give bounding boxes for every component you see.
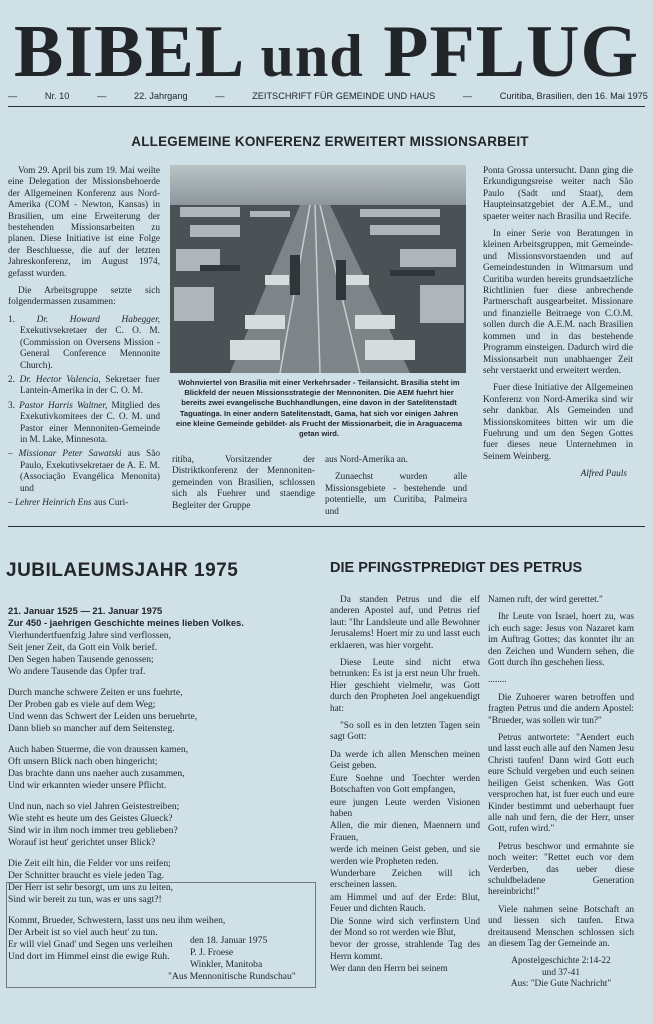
issue-line: — Nr. 10 — 22. Jahrgang — ZEITSCHRIFT FÜR GEMEINDE UND HAUS — Curitiba, Brasilien, den 16. Mai 1975 [8, 91, 648, 101]
pfingst-verse: Eure Soehne und Toechter werden Botschaften von Gott empfangen, [330, 773, 480, 796]
masthead-word-1: BIBEL [13, 11, 242, 93]
pfingst-paragraph: Namen ruft, der wird gerettet." [488, 595, 603, 605]
delegation-member: 3. Pastor Harris Waltner, Mitglied des Exekutivkomitees der C. O. M. und Pastor einer Mennoniten-Gemeinde in M. Lake, Minnesota. [8, 400, 160, 445]
jubilee-signature: den 18. Januar 1975 P. J. Froese Winkler, Manitoba "Aus Mennonitische Rundschau" [168, 935, 296, 982]
poem-stanza: Vierhundertfuenfzig Jahre sind verflossen, Seit jener Zeit, da Gott ein Volk berief. Den Segen haben Tausende genossen; Wo andere Tausende das Opfer traf. [8, 630, 171, 677]
pfingst-paragraph: "So soll es in den letzten Tagen sein sagt Gott: [330, 721, 480, 743]
article-column-2 [172, 455, 315, 518]
poem-stanza: Kommt, Brueder, Schwestern, lasst uns neu ihm weihen, Der Arbeit ist so viel auch heut' zu tun. Er will viel Gnad' und Segen uns verleihen Und dort im Himmel einst die ewige Ruh. [8, 915, 226, 962]
pfingst-paragraph: Die Zuhoerer waren betroffen und fragten Petrus und die andern Apostel: "Brueder, was sollen wir tun?" [488, 692, 634, 726]
article-author: Alfred Pauls [580, 469, 627, 480]
issue-volume: 22. Jahrgang [133, 91, 188, 101]
delegation-list [8, 315, 160, 510]
article-paragraph: Vom 29. April bis zum 19. Mai weilte eine Delegation der Missionsbehoerde der Allgemeinen Konferenz aus Nord-Amerika (COM - Newton, Kansas) in Brasilien, um eine Erweiterung der bestehenden Missionsarbeiten zu planen. Diese Initiative ist eine Folge der Beschluesse, die auf der letzten Jahreskonferenz, im August 1974, gefasst wurden. [8, 166, 160, 279]
jubilee-headline: JUBILAEUMSJAHR 1975 [6, 560, 239, 581]
article-column-3 [325, 455, 467, 524]
article-paragraph: Zunaechst wurden alle Missionsgebiete - bestehende und potentielle, um Curitiba, Palmeira und [325, 472, 467, 517]
jubilee-sub-line: Zur 450 - jaehrigen Geschichte meines lieben Volkes. [8, 616, 244, 628]
poem-stanza: Auch haben Stuerme, die von draussen kamen, Oft unsern Blick nach oben hingericht; Das brachte dann uns naeher auch zusammen, Und wir erkannten wieder unsere Pflicht. [8, 744, 189, 791]
pfingst-paragraph: Diese Leute sind nicht etwa betrunken: Es ist ja erst neun Uhr frueh. Hier geschieht vielmehr, was Gott durch den Propheten Joel angekuendigt hat: [330, 658, 480, 714]
issue-subtitle: ZEITSCHRIFT FÜR GEMEINDE UND HAUS [252, 91, 436, 101]
poem-stanza: Durch manche schwere Zeiten er uns fuehrte, Der Proben gab es viele auf dem Weg; Und wenn das Schwert der Leiden uns beruehrte, Dann blieb so mancher auf dem Seitensteg. [8, 687, 198, 734]
pfingst-column-2 [488, 595, 634, 991]
poem-stanza: Die Zeit eilt hin, die Felder vor uns reifen; Der Schnitter braucht es viele jeden Tag. Der Herr ist sehr besorgt, um uns zu leiten, Sind wir bereit zu tun, was er uns sagt?! [8, 858, 174, 905]
masthead-word-und: und [260, 23, 364, 89]
pfingst-paragraph: Da standen Petrus und die elf anderen Apostel auf, und Petrus rief laut: "Ihr Landsleute und alle Bewohner Jerusalems! Hoert mir zu und lasst euch erklaeren, was hier vorgeht. [330, 595, 480, 651]
article-paragraph: In einer Serie von Beratungen in kleinen Arbeitsgruppen, mit Gemeinde- und Missionsvorstaenden und auf Gemeindestunden in Witmarsum und Curitiba wurden bereits grundsaetzliche Richtlinien fuer diese anbrechende Partnerschaft ausgearbeitet. Missionare und finanzielle Beitraege von C.O.M. sollen durch die A.E.M. nach Brasilien kommen und in das bestehende Programm einsteigen. Dadurch wird die Missionsarbeit nun unabhaenger Zeit sehr verstaerkt und erweitert werden. [483, 229, 633, 376]
article-paragraph: Die Arbeitsgruppe setzte sich folgendermassen zusammen: [8, 286, 160, 308]
article-paragraph: ritiba, Vorsitzender der Distriktkonferenz der Mennoniten-gemeinden von Brasilien, schlossen sich als Fuehrer und staendige Begleiter der Gruppe [172, 455, 315, 511]
article-column-4 [483, 166, 633, 481]
photo-caption: Wohnviertel von Brasilia mit einer Verkehrsader - Teilansicht. Brasilia steht im Blickfeld der neuen Missionsstrategie der Mennoniten. Die AEM fuehrt hier bereits zwei evangelische Buchhandlungen, eine davon in der Satelitenstadt Taguatinga. In einer andern Satelitenstadt, Gama, hat sich vor einigen Jahren eine kleine Gemeinde gebildet- als Frucht der Missionarbeit, die in Araguacema getan wird. [175, 378, 463, 439]
article-paragraph: Ponta Grossa untersucht. Dann ging die Erkundigungsreise weiter nach São Paulo (Sadt und Staat), dem Haupteinsatzgebiet der A.E.M., und spaeter weiter nach Brasilia und Recife. [483, 166, 633, 222]
pfingst-headline: DIE PFINGSTPREDIGT DES PETRUS [330, 560, 583, 576]
issue-number: Nr. 10 [44, 91, 70, 101]
masthead-rule [8, 106, 645, 107]
article-paragraph: aus Nord-Amerika an. [325, 455, 408, 465]
article-column-1 [8, 166, 160, 512]
pfingst-verse: Die Sonne wird sich verfinstern Und der Mond so rot werden wie Blut, [330, 916, 480, 938]
pfingst-verse: Wunderbare Zeichen will ich erscheinen lassen. [330, 868, 480, 891]
article-headline: ALLEGEMEINE KONFERENZ ERWEITERT MISSIONSARBEIT [131, 134, 529, 149]
pfingst-paragraph: Petrus antwortete: "Aendert euch und lasst euch alle auf den Namen Jesu Christi taufen! Dann wird Gott euch eure Schuld vergeben und euch seinen heiligen Geist schenken. Was Gott versprochen hat, ist fuer euch und eure Kinder bestimmt und ueberhaupt fuer alle nah und fern, die der Herr, unser Gott, rufen wird." [488, 733, 634, 835]
section-rule [8, 526, 645, 527]
pfingst-verse: Da werde ich allen Menschen meinen Geist geben. [330, 749, 480, 772]
poem-stanza: Und nun, nach so viel Jahren Geistestreiben; Wie steht es heute um des Geistes Glueck? Sind wir in ihm noch immer treu geblieben? Worauf ist heut' gerichtet unser Blick? [8, 801, 180, 848]
pfingst-verse: Wer dann den Herrn bei seinem [330, 964, 448, 975]
jubilee-intro [8, 605, 318, 628]
delegation-member: – Lehrer Heinrich Ens aus Curi- [8, 497, 129, 508]
issue-place-date: Curitiba, Brasilien, den 16. Mai 1975 [499, 91, 648, 101]
pfingst-column-1 [330, 595, 480, 977]
scripture-reference: Apostelgeschichte 2:14-22 und 37-41 Aus: "Die Gute Nachricht" [488, 956, 634, 990]
brasilia-photo [170, 165, 466, 373]
pfingst-verse: am Himmel und auf der Erde: Blut, Feuer und dichten Rauch. [330, 892, 480, 915]
delegation-member: – Missionar Peter Sawatski aus São Paulo, Exekutivsekretaer de A. E. M. (Associação Evangélica Menonita) und [8, 449, 160, 494]
pfingst-verse: Allen, die mir dienen, Maennern und Frauen, [330, 821, 480, 843]
pfingst-paragraph: Ihr Leute von Israel, hoert zu, was ich euch sage: Jesus von Nazaret kam im Auftrag Gottes; das konntet ihr an den Zeichen und Wundern sehen, die Gott durch ihn geschehen liess. [488, 612, 634, 669]
article-paragraph: Fuer diese Initiative der Allgemeinen Konferenz von Nord-Amerika sind wir sehr dankbar. Als Gemeinden und Missionskomitees bitten wir um die Fuehrung und um den Segen Gottes fuer dieses neue Unternehmen in Seinem Weinberg. [483, 383, 633, 462]
pfingst-verse: bevor der grosse, strahlende Tag des Herrn kommt. [330, 940, 480, 962]
masthead-title [0, 11, 653, 94]
pfingst-paragraph: Viele nahmen seine Botschaft an und liessen sich taufen. Etwa dreitausend Menschen schlossen sich an diesem Tag der Gemeinde an. [488, 904, 634, 949]
pfingst-paragraph: Petrus beschwor und ermahnte sie noch weiter: "Rettet euch vor dem Verderben, das ueber diese schuldbeladene Generation hereinbricht!" [488, 841, 634, 898]
masthead-word-2: PFLUG [383, 11, 640, 93]
pfingst-verse: eure jungen Leute werden Visionen haben [330, 797, 480, 819]
delegation-member: 1. Dr. Howard Habegger, Exekutivsekretaer der C. O. M. (Commission on Oversens Mission - General Conference Mennonite Church). [8, 314, 160, 371]
pfingst-ellipsis: ........ [488, 675, 507, 686]
delegation-member: 2. Dr. Hector Valencia, Sekretaer fuer Lantein-Amerika in der C. O. M. [8, 374, 160, 397]
pfingst-verse: werde ich meinen Geist geben, und sie werden wie Propheten reden. [330, 845, 480, 867]
jubilee-date-line: 21. Januar 1525 — 21. Januar 1975 [8, 605, 163, 616]
scripture-source: Aus: "Die Gute Nachricht" [510, 979, 612, 990]
